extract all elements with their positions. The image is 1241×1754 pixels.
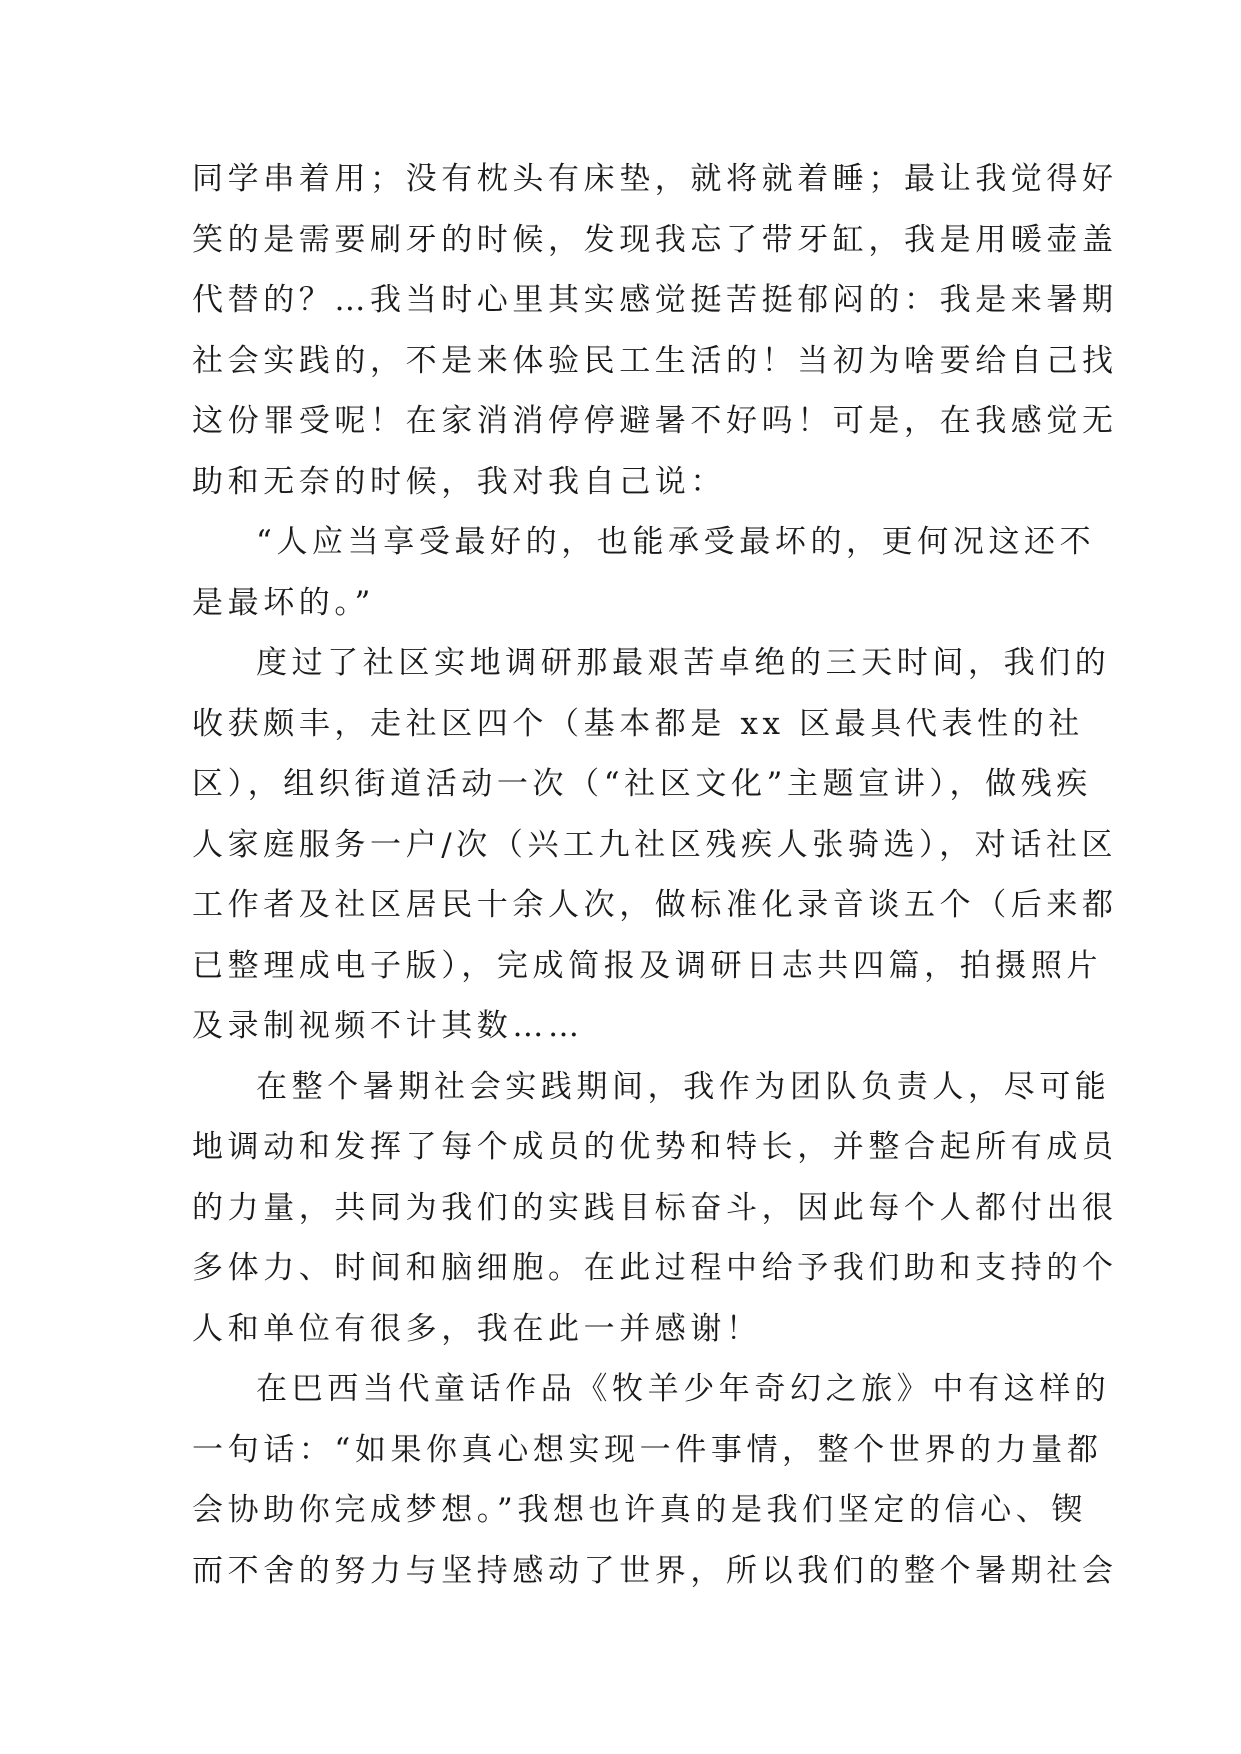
text-line: 人家庭服务一户/次（兴工九社区残疾人张骑选），对话社区 [192,826,1118,863]
text-line: 工作者及社区居民十余人次，做标准化录音谈五个（后来都 [192,887,1118,923]
text-line: 收获颇丰，走社区四个（基本都是 xx 区最具代表性的社 [192,705,1084,742]
document-body [192,149,1118,1601]
text-line: 多体力、时间和脑细胞。在此过程中给予我们助和支持的个 [192,1250,1118,1286]
text-line: 社会实践的，不是来体验民工生活的！当初为啥要给自己找 [192,342,1118,379]
text-line: 而不舍的努力与坚持感动了世界，所以我们的整个暑期社会 [192,1552,1118,1589]
text-line: 这份罪受呢！在家消消停停避暑不好吗！可是，在我感觉无 [192,403,1118,439]
text-line: 地调动和发挥了每个成员的优势和特长，并整合起所有成员 [192,1129,1118,1165]
paragraph-start-line: 度过了社区实地调研那最艰苦卓绝的三天时间，我们的 [256,645,1111,681]
text-line: 人和单位有很多，我在此一并感谢！ [192,1310,762,1347]
paragraph-start-line: 在巴西当代童话作品《牧羊少年奇幻之旅》中有这样的 [256,1371,1111,1407]
text-line: 区），组织街道活动一次（“社区文化”主题宣讲），做残疾 [192,766,1092,802]
text-line: 笑的是需要刷牙的时候，发现我忘了带牙缸，我是用暖壶盖 [192,221,1118,258]
text-line: 一句话：“如果你真心想实现一件事情，整个世界的力量都 [192,1431,1103,1468]
text-line: 会协助你完成梦想。”我想也许真的是我们坚定的信心、锲 [192,1492,1087,1528]
quote-line: “人应当享受最好的，也能承受最坏的，更何况这还不 [256,524,1096,560]
text-line: 同学串着用；没有枕头有床垫，就将就着睡；最让我觉得好 [192,161,1118,197]
text-line: 的力量，共同为我们的实践目标奋斗，因此每个人都付出很 [192,1189,1118,1226]
paragraph-start-line: 在整个暑期社会实践期间，我作为团队负责人，尽可能 [256,1068,1111,1105]
quote-line: 是最坏的。” [192,584,375,621]
text-line: 助和无奈的时候，我对我自己说： [192,463,726,500]
text-line: 代替的？…我当时心里其实感觉挺苦挺郁闷的：我是来暑期 [192,282,1118,318]
text-line: 已整理成电子版），完成简报及调研日志共四篇，拍摄照片 [192,947,1103,984]
text-line: 及录制视频不计其数…… [192,1008,584,1044]
